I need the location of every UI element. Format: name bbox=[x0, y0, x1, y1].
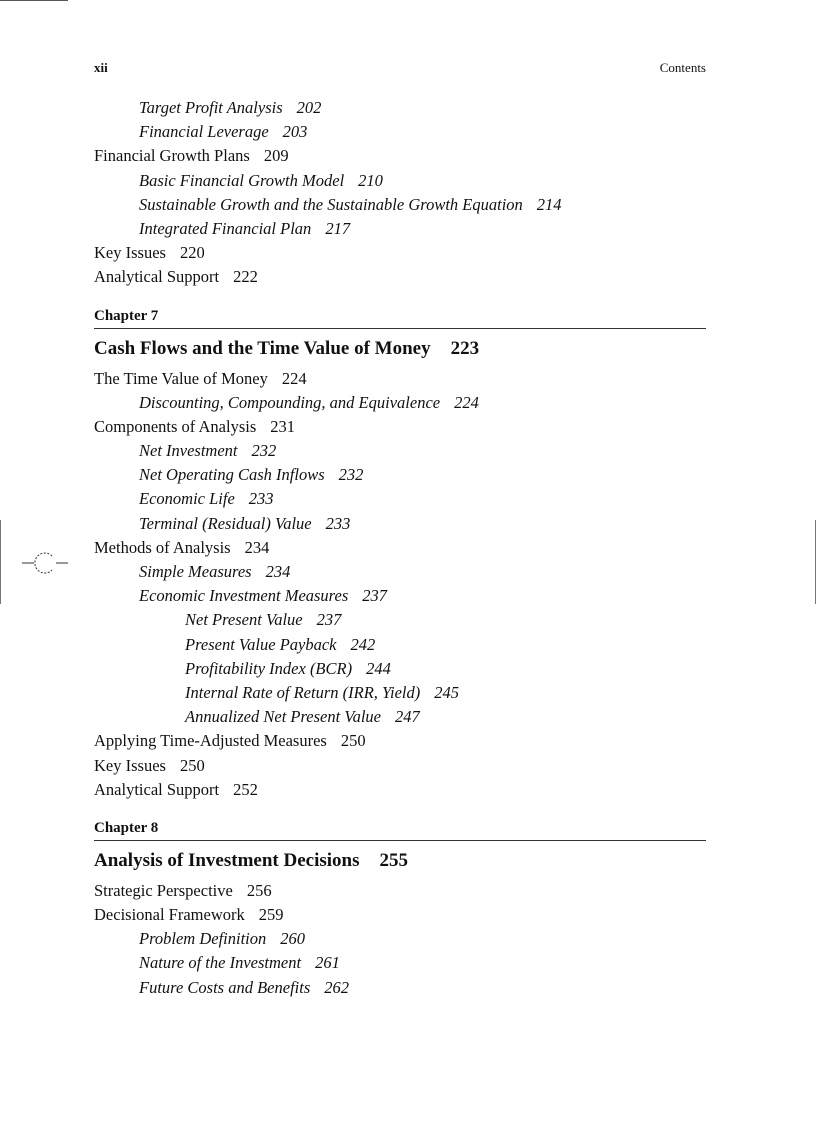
toc-entry-level-2[interactable] bbox=[94, 560, 706, 584]
toc-entry-level-1[interactable] bbox=[94, 879, 706, 903]
toc-entry-level-1[interactable] bbox=[94, 367, 706, 391]
toc-entry-level-2[interactable] bbox=[94, 169, 706, 193]
toc-entry-level-1[interactable] bbox=[94, 729, 706, 753]
toc-entry-title: Future Costs and Benefits bbox=[139, 977, 311, 997]
toc-entry-level-1[interactable] bbox=[94, 265, 706, 289]
toc-entry-title: Financial Leverage bbox=[139, 122, 269, 142]
toc-entry-level-3[interactable] bbox=[94, 705, 706, 729]
toc-entry-title: Integrated Financial Plan bbox=[139, 218, 312, 238]
toc-entry-title: Decisional Framework bbox=[94, 905, 245, 925]
toc-entry-page: 234 bbox=[244, 537, 270, 557]
toc-entry-title: Applying Time-Adjusted Measures bbox=[94, 731, 327, 751]
toc-entry-page: 237 bbox=[316, 610, 342, 630]
toc-entry-page: 262 bbox=[324, 977, 350, 997]
toc-entry-level-2[interactable] bbox=[94, 976, 706, 1000]
toc-entry-title: Analytical Support bbox=[94, 779, 220, 799]
toc-entry-page: 237 bbox=[362, 586, 387, 606]
chapter-label: Chapter 7 bbox=[94, 305, 706, 329]
toc-entry-level-2[interactable] bbox=[94, 487, 706, 511]
toc-entry-title: Sustainable Growth and the Sustainable Growth Equation bbox=[139, 194, 523, 214]
toc-entry-level-2[interactable] bbox=[94, 96, 706, 120]
toc-entry-title: Strategic Perspective bbox=[94, 880, 233, 900]
toc-entry-level-2[interactable] bbox=[94, 927, 706, 951]
toc-entry-title: Terminal (Residual) Value bbox=[139, 513, 312, 533]
toc-entry-level-1[interactable] bbox=[94, 903, 706, 927]
toc-entry-page: 203 bbox=[282, 122, 308, 142]
toc-entry-level-3[interactable] bbox=[94, 657, 706, 681]
toc-entry-title: Financial Growth Plans bbox=[94, 146, 250, 166]
toc-entry-page: 252 bbox=[233, 779, 258, 799]
toc-entry-level-2[interactable] bbox=[94, 584, 706, 608]
toc-entry-title: Net Operating Cash Inflows bbox=[139, 465, 325, 485]
toc-entry-title: Annualized Net Present Value bbox=[185, 707, 381, 727]
toc-entry-title: Simple Measures bbox=[139, 562, 252, 581]
toc-entry-level-1[interactable] bbox=[94, 144, 706, 168]
toc-entry-page: 250 bbox=[340, 731, 366, 751]
toc-entry-title: Nature of the Investment bbox=[139, 953, 302, 973]
toc-entry-page: 231 bbox=[270, 416, 296, 436]
toc-entry-page: 210 bbox=[358, 170, 383, 190]
toc-entry-title: Key Issues bbox=[94, 243, 166, 263]
toc-entry-level-3[interactable] bbox=[94, 633, 706, 657]
toc-entry-title: Net Investment bbox=[139, 441, 238, 461]
toc-entry-page: 245 bbox=[434, 682, 459, 702]
toc-entry-page: 233 bbox=[325, 513, 351, 533]
toc-entry-title: Profitability Index (BCR) bbox=[185, 658, 353, 678]
running-head-title: Contents bbox=[659, 60, 706, 75]
toc-entry-page: 214 bbox=[536, 194, 562, 214]
toc-entry-level-2[interactable] bbox=[94, 463, 706, 487]
toc-entry-title: Present Value Payback bbox=[185, 634, 337, 654]
toc-entry-page: 224 bbox=[454, 392, 479, 412]
toc-entry-page: 234 bbox=[265, 562, 291, 581]
page-number: xii bbox=[94, 60, 108, 75]
toc-entry-level-2[interactable] bbox=[94, 391, 706, 415]
toc-entry-page: 232 bbox=[338, 465, 364, 485]
chapter-title-page: 255 bbox=[379, 849, 408, 871]
toc-entry-page: 244 bbox=[366, 658, 391, 678]
chapter-title-text: Cash Flows and the Time Value of Money bbox=[94, 337, 431, 359]
toc-entry-page: 250 bbox=[179, 755, 205, 775]
toc-entry-title: Components of Analysis bbox=[94, 416, 257, 436]
toc-entry-title: The Time Value of Money bbox=[94, 368, 268, 388]
toc-entry-page: 217 bbox=[325, 218, 351, 238]
toc-entry-level-3[interactable] bbox=[94, 681, 706, 705]
toc-entry-level-2[interactable] bbox=[94, 439, 706, 463]
chapter-title-page: 223 bbox=[450, 337, 480, 359]
chapter-title[interactable] bbox=[94, 336, 706, 362]
toc-entry-page: 232 bbox=[251, 441, 277, 461]
toc-entry-page: 256 bbox=[246, 880, 272, 900]
toc-entry-level-1[interactable] bbox=[94, 536, 706, 560]
toc-entry-page: 259 bbox=[258, 905, 284, 925]
toc-entry-level-2[interactable] bbox=[94, 120, 706, 144]
toc-entry-level-3[interactable] bbox=[94, 608, 706, 632]
toc-entry-page: 260 bbox=[280, 929, 305, 949]
crop-mark-left bbox=[0, 520, 1, 604]
crop-mark-top bbox=[0, 0, 68, 1]
toc-entry-level-2[interactable] bbox=[94, 951, 706, 975]
toc-entry-title: Internal Rate of Return (IRR, Yield) bbox=[185, 682, 421, 702]
chapter-title-text: Analysis of Investment Decisions bbox=[94, 849, 360, 871]
toc-entry-page: 247 bbox=[394, 707, 420, 727]
toc-entry-title: Methods of Analysis bbox=[94, 537, 231, 557]
toc-entry-level-1[interactable] bbox=[94, 241, 706, 265]
toc-entry-page: 233 bbox=[248, 489, 274, 509]
toc-entry-level-2[interactable] bbox=[94, 217, 706, 241]
toc-entry-page: 202 bbox=[296, 98, 322, 117]
chapter-label: Chapter 8 bbox=[94, 817, 706, 841]
toc-entry-title: Net Present Value bbox=[185, 610, 303, 630]
toc-entry-title: Analytical Support bbox=[94, 267, 220, 287]
toc-entry-title: Discounting, Compounding, and Equivalence bbox=[139, 392, 441, 412]
toc-entry-page: 209 bbox=[263, 146, 289, 166]
table-of-contents bbox=[94, 96, 706, 1000]
toc-entry-page: 261 bbox=[315, 953, 340, 973]
toc-entry-title: Key Issues bbox=[94, 755, 166, 775]
toc-entry-level-1[interactable] bbox=[94, 778, 706, 802]
running-head bbox=[94, 60, 706, 78]
toc-entry-title: Basic Financial Growth Model bbox=[139, 170, 345, 190]
toc-entry-title: Problem Definition bbox=[139, 929, 267, 949]
toc-entry-page: 224 bbox=[281, 368, 307, 388]
toc-entry-title: Economic Life bbox=[139, 489, 235, 509]
toc-entry-level-2[interactable] bbox=[94, 193, 706, 217]
toc-entry-page: 220 bbox=[179, 243, 205, 263]
toc-entry-page: 222 bbox=[233, 267, 258, 287]
toc-entry-title: Economic Investment Measures bbox=[139, 586, 349, 606]
toc-entry-title: Target Profit Analysis bbox=[139, 98, 283, 117]
registration-mark-icon bbox=[22, 549, 68, 577]
toc-entry-page: 242 bbox=[350, 634, 376, 654]
toc-entry-level-2[interactable] bbox=[94, 512, 706, 536]
chapter-title[interactable] bbox=[94, 848, 706, 874]
toc-entry-level-1[interactable] bbox=[94, 415, 706, 439]
toc-entry-level-1[interactable] bbox=[94, 754, 706, 778]
